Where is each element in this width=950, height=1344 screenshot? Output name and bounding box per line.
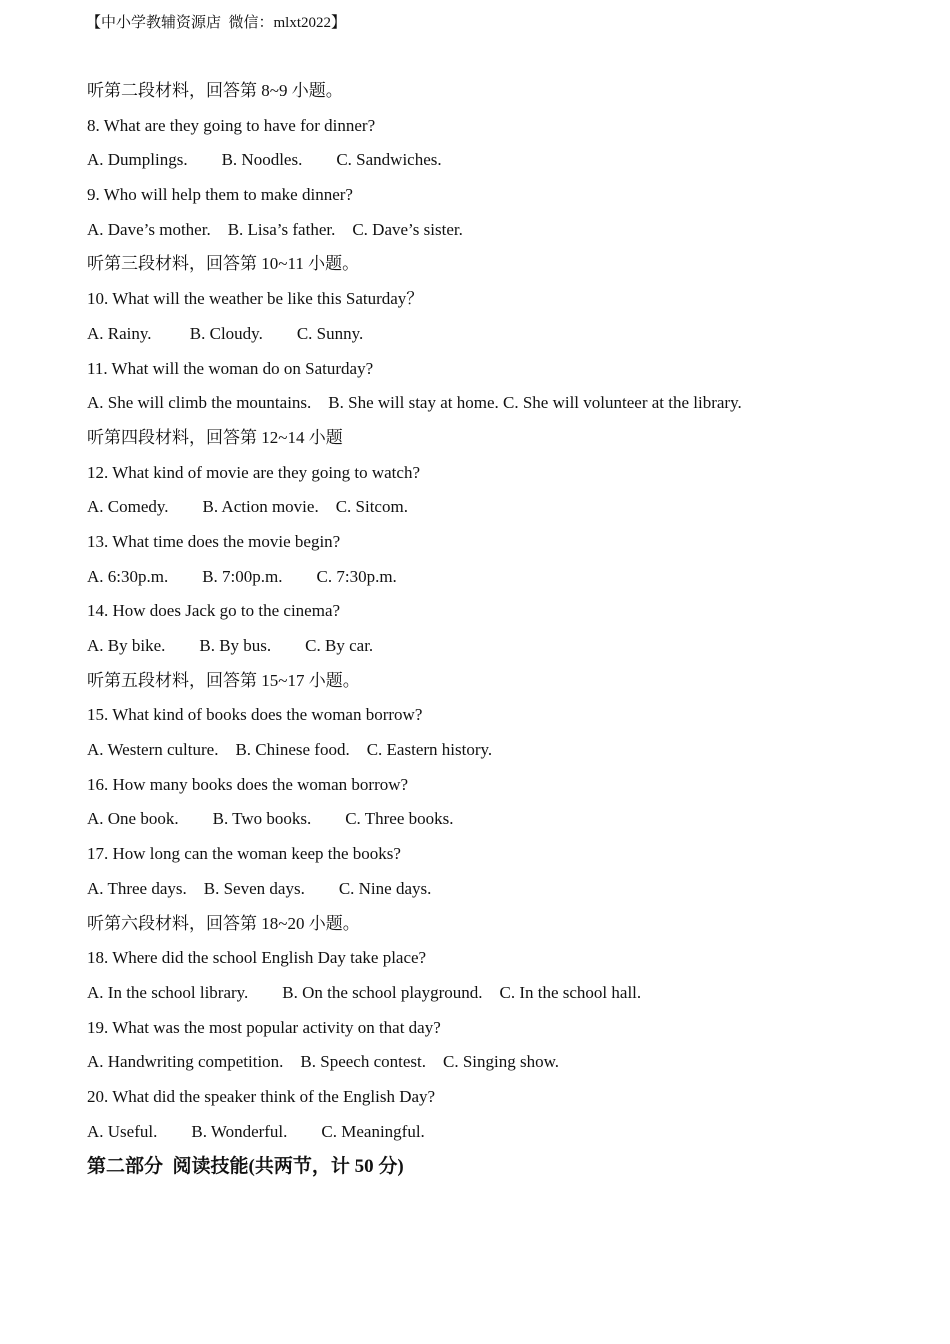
answer-options: A. Rainy. B. Cloudy. C. Sunny.	[87, 323, 364, 343]
answer-options: A. Dumplings. B. Noodles. C. Sandwiches.	[87, 150, 442, 170]
answer-options: A. Western culture. B. Chinese food. C. Eastern history.	[87, 740, 493, 760]
question-text: 19. What was the most popular activity on that day?	[87, 1017, 441, 1037]
question-text: 10. What will the weather be like this Saturday？	[87, 289, 424, 309]
question-text: 13. What time does the movie begin?	[87, 531, 341, 551]
question-text: 14. How does Jack go to the cinema?	[87, 601, 341, 621]
section-instruction: 听第五段材料，回答第 15~17 小题。	[87, 670, 360, 690]
answer-options: A. Useful. B. Wonderful. C. Meaningful.	[87, 1121, 425, 1141]
question-text: 12. What kind of movie are they going to watch?	[87, 462, 420, 482]
question-text: 15. What kind of books does the woman borrow?	[87, 705, 423, 725]
question-text: 16. How many books does the woman borrow?	[87, 774, 409, 794]
answer-options: A. Dave’s mother. B. Lisa’s father. C. Dave’s sister.	[87, 219, 463, 239]
answer-options: A. Three days. B. Seven days. C. Nine days.	[87, 878, 432, 898]
section-instruction: 听第四段材料，回答第 12~14 小题	[87, 427, 343, 447]
section-instruction: 听第三段材料，回答第 10~11 小题。	[87, 254, 360, 274]
section-instruction: 听第二段材料，回答第 8~9 小题。	[87, 81, 343, 100]
answer-options: A. 6:30p.m. B. 7:00p.m. C. 7:30p.m.	[87, 566, 397, 586]
answer-options: A. By bike. B. By bus. C. By car.	[87, 636, 374, 655]
question-text: 11. What will the woman do on Saturday?	[87, 358, 374, 378]
question-text: 8. What are they going to have for dinner?	[87, 115, 376, 135]
question-text: 18. Where did the school English Day take place?	[87, 948, 427, 968]
question-text: 17. How long can the woman keep the books?	[87, 844, 401, 864]
answer-options: A. One book. B. Two books. C. Three books.	[87, 809, 454, 829]
question-text: 20. What did the speaker think of the English Day?	[87, 1086, 436, 1106]
part-heading: 第二部分 阅读技能(共两节，计 50 分)	[87, 1156, 404, 1178]
answer-options: A. Comedy. B. Action movie. C. Sitcom.	[87, 497, 408, 517]
question-text: 9. Who will help them to make dinner?	[87, 185, 353, 205]
answer-options: A. Handwriting competition. B. Speech contest. C. Singing show.	[87, 1052, 560, 1072]
answer-options: A. She will climb the mountains. B. She will stay at home. C. She will volunteer at the library.	[87, 393, 742, 413]
document-body	[87, 80, 927, 1190]
page-header-watermark: 【中小学教辅资源店 微信：mlxt2022】	[86, 15, 347, 31]
section-instruction: 听第六段材料，回答第 18~20 小题。	[87, 913, 360, 933]
answer-options: A. In the school library. B. On the school playground. C. In the school hall.	[87, 982, 642, 1002]
